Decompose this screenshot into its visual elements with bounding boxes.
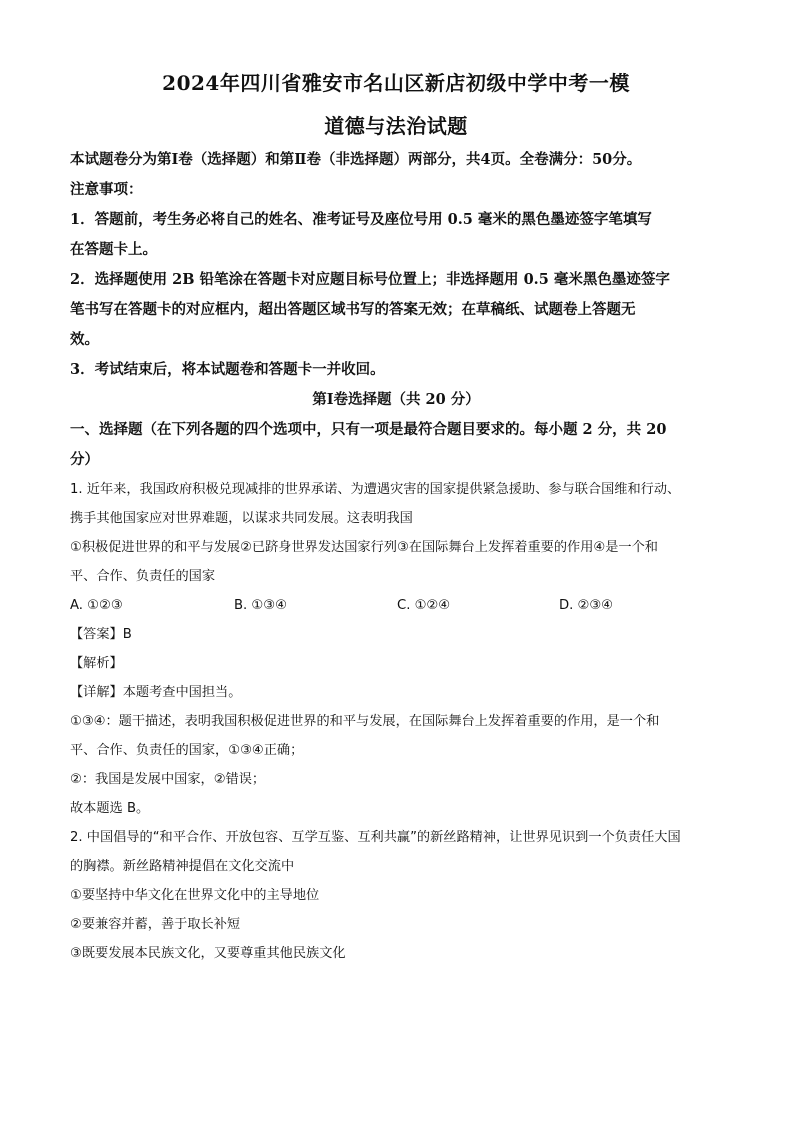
exam-page	[70, 68, 722, 968]
q1-statements: ①积极促进世界的和平与发展②已跻身世界发达国家行列③在国际舞台上发挥着重要的作用④是一个和	[70, 540, 658, 555]
detail-text: 本题考查中国担当。	[122, 685, 242, 700]
q1-explanation-cont: 平、合作、负责任的国家，①③④正确；	[70, 743, 304, 758]
notice-item-2-cont: 笔书写在答题卡的对应框内，超出答题区域书写的答案无效；在草稿纸、试题卷上答题无	[70, 301, 636, 318]
exam-intro: 本试题卷分为第Ⅰ卷（选择题）和第Ⅱ卷（非选择题）两部分，共4页。全卷满分：50分。	[70, 151, 642, 168]
q1-option-c: C. ①②④	[397, 598, 451, 613]
q1-stem-cont: 携手其他国家应对世界难题，以谋求共同发展。这表明我国	[70, 511, 413, 526]
exam-title: 2024年四川省雅安市名山区新店初级中学中考一模	[162, 71, 630, 95]
q1-detail	[70, 678, 722, 707]
q1-stem: 1. 近年来，我国政府积极兑现减排的世界承诺、为遭遇灾害的国家提供紧急援助、参与联合国维和行动、	[70, 482, 681, 497]
section-title: 第Ⅰ卷选择题（共 20 分）	[312, 391, 480, 408]
answer-label: 【答案】	[70, 627, 123, 642]
section-heading-cont: 分）	[70, 451, 99, 468]
q1-answer	[70, 620, 722, 649]
analysis-label: 【解析】	[70, 656, 123, 671]
detail-label: 【详解】	[70, 685, 123, 700]
notice-label: 注意事项：	[70, 181, 143, 198]
q1-explanation-2: ②：我国是发展中国家，②错误；	[70, 772, 266, 787]
q1-option-d: D. ②③④	[559, 598, 614, 613]
subject-title: 道德与法治试题	[324, 114, 468, 138]
answer-value: B	[122, 627, 132, 642]
notice-item-1: 1．答题前，考生务必将自己的姓名、准考证号及座位号用 0.5 毫米的黑色墨迹签字笔填写	[70, 211, 652, 228]
q1-option-b: B. ①③④	[234, 598, 287, 613]
q1-options	[70, 591, 722, 620]
section-heading: 一、选择题（在下列各题的四个选项中，只有一项是最符合题目要求的。每小题 2 分，共 20	[70, 421, 667, 438]
q2-statement-2: ②要兼容并蓄，善于取长补短	[70, 917, 241, 932]
q1-option-a: A. ①②③	[70, 598, 123, 613]
q2-statement-1: ①要坚持中华文化在世界文化中的主导地位	[70, 888, 320, 903]
notice-item-2: 2．选择题使用 2B 铅笔涂在答题卡对应题目标号位置上；非选择题用 0.5 毫米黑色墨迹签字	[70, 271, 670, 288]
q1-conclusion: 故本题选 B。	[70, 801, 150, 816]
notice-item-2-cont2: 效。	[70, 331, 99, 348]
q2-stem: 2. 中国倡导的“和平合作、开放包容、互学互鉴、互利共赢”的新丝路精神，让世界见识到一个负责任大国	[70, 830, 681, 845]
notice-item-3: 3．考试结束后，将本试题卷和答题卡一并收回。	[70, 361, 385, 378]
q1-statements-cont: 平、合作、负责任的国家	[70, 569, 216, 584]
notice-item-1-cont: 在答题卡上。	[70, 241, 157, 258]
q1-explanation: ①③④：题干描述，表明我国积极促进世界的和平与发展，在国际舞台上发挥着重要的作用，是一个和	[70, 714, 660, 729]
q2-statement-3: ③既要发展本民族文化，又要尊重其他民族文化	[70, 946, 346, 961]
q2-stem-cont: 的胸襟。新丝路精神提倡在文化交流中	[70, 859, 295, 874]
